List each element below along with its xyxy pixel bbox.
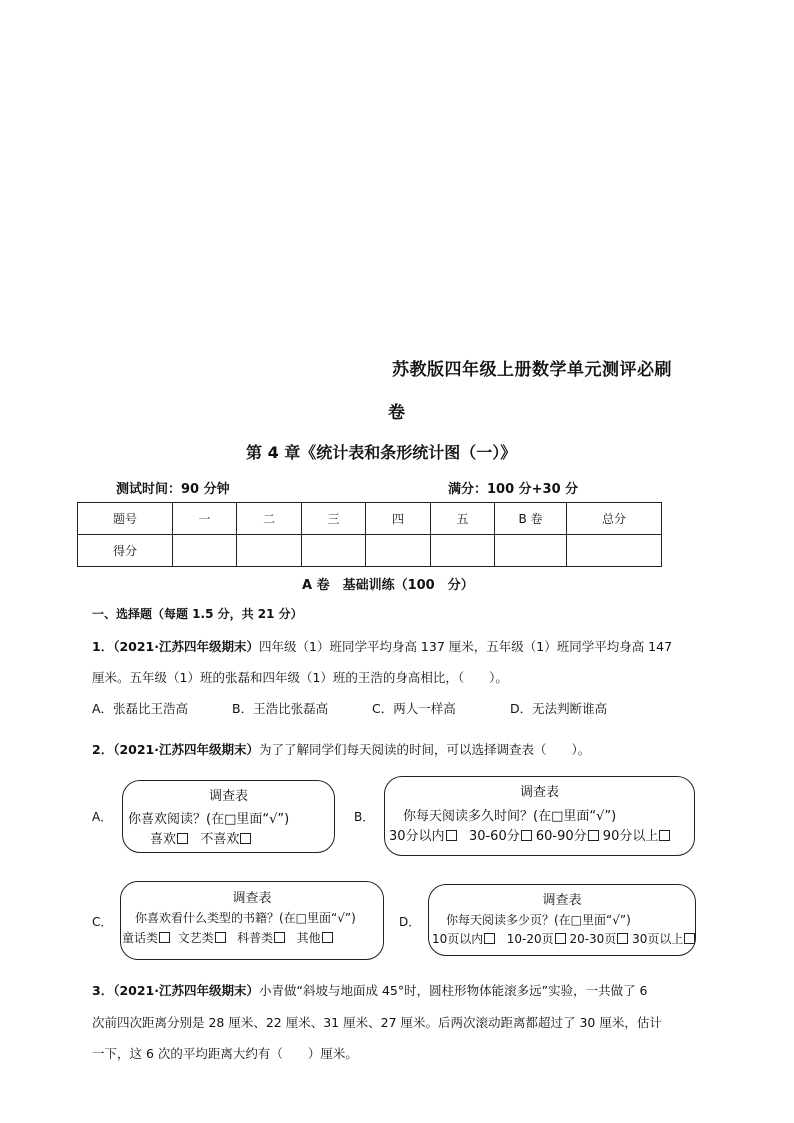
- survey-title: 调查表: [208, 789, 248, 804]
- table-header-cell: 总分: [567, 503, 662, 535]
- survey-option: 科普类: [237, 931, 274, 945]
- option-a-label[interactable]: A．: [92, 810, 113, 824]
- checkbox-icon[interactable]: [521, 830, 532, 841]
- checkbox-icon[interactable]: [159, 932, 170, 943]
- survey-option: 10-20页: [506, 932, 554, 946]
- checkbox-icon[interactable]: [446, 830, 457, 841]
- doc-title-continued: 卷: [388, 403, 405, 423]
- doc-title: 苏教版四年级上册数学单元测评必刷: [392, 360, 672, 380]
- option-d[interactable]: D．无法判断谁高: [510, 701, 608, 716]
- survey-option: 10页以内: [432, 932, 484, 946]
- survey-option: 其他: [296, 931, 321, 945]
- table-header-cell: 一: [173, 503, 237, 535]
- survey-option: 90分以上: [602, 829, 659, 844]
- survey-card-d[interactable]: [428, 884, 696, 956]
- score-cell[interactable]: [173, 535, 237, 567]
- survey-question: 你喜欢阅读？(在□里面“√”): [128, 812, 290, 827]
- chapter-title: 第 4 章《统计表和条形统计图（一）》: [246, 443, 517, 462]
- option-b[interactable]: B．王浩比张磊高: [232, 701, 329, 716]
- score-cell[interactable]: [237, 535, 302, 567]
- checkbox-icon[interactable]: [274, 932, 285, 943]
- section-1-heading: 一、选择题（每题 1.5 分，共 21 分）: [92, 607, 303, 621]
- question-3-line1: [92, 981, 648, 999]
- table-header-cell: B 卷: [495, 503, 567, 535]
- survey-title: 调查表: [232, 891, 272, 906]
- score-cell[interactable]: [567, 535, 662, 567]
- survey-option: 文艺类: [177, 931, 214, 945]
- checkbox-icon[interactable]: [684, 933, 695, 944]
- survey-question: 你每天阅读多少页？(在□里面“√”): [446, 913, 631, 927]
- question-text: 四年级（1）班同学平均身高 137 厘米，五年级（1）班同学平均身高 147: [259, 639, 673, 654]
- full-score: 满分：100 分+30 分: [448, 482, 579, 497]
- table-row-label: 得分: [78, 535, 173, 567]
- table-header-cell: 题号: [78, 503, 173, 535]
- survey-title: 调查表: [519, 785, 559, 800]
- score-cell[interactable]: [302, 535, 366, 567]
- checkbox-icon[interactable]: [555, 933, 566, 944]
- question-1-line1: [92, 637, 672, 655]
- score-table: [77, 502, 662, 567]
- survey-answers: [389, 825, 670, 844]
- survey-card-c[interactable]: [120, 881, 384, 960]
- score-cell[interactable]: [366, 535, 431, 567]
- survey-option: 30分以内: [389, 829, 445, 844]
- question-number: 2．: [92, 742, 114, 757]
- question-2-line1: [92, 740, 590, 758]
- section-a-heading: A 卷 基础训练（100 分）: [302, 578, 474, 593]
- survey-title: 调查表: [542, 893, 582, 908]
- table-header-cell: 二: [237, 503, 302, 535]
- checkbox-icon[interactable]: [484, 933, 495, 944]
- survey-answers: [122, 929, 333, 946]
- question-source: （2021·江苏四年级期末）: [113, 639, 259, 654]
- test-time: 测试时间：90 分钟: [116, 482, 230, 497]
- question-text: 为了了解同学们每天阅读的时间，可以选择调查表（ ）。: [259, 742, 591, 757]
- checkbox-icon[interactable]: [659, 830, 670, 841]
- checkbox-icon[interactable]: [588, 830, 599, 841]
- question-1-line2: 厘米。五年级（1）班的张磊和四年级（1）班的王浩的身高相比，（ ）。: [92, 670, 508, 685]
- option-b-label[interactable]: B．: [354, 810, 375, 824]
- survey-card-a[interactable]: [122, 780, 335, 853]
- question-source: （2021·江苏四年级期末）: [113, 742, 259, 757]
- survey-question: 你喜欢看什么类型的书籍？(在□里面“√”): [135, 911, 356, 925]
- checkbox-icon[interactable]: [215, 932, 226, 943]
- score-cell[interactable]: [495, 535, 567, 567]
- survey-card-b[interactable]: [384, 776, 695, 856]
- survey-option: 童话类: [122, 931, 159, 945]
- score-cell[interactable]: [431, 535, 495, 567]
- survey-option: 不喜欢: [200, 832, 240, 847]
- survey-question: 你每天阅读多久时间？(在□里面“√”): [403, 809, 617, 824]
- question-number: 3．: [92, 983, 114, 998]
- checkbox-icon[interactable]: [617, 933, 628, 944]
- survey-option: 喜欢: [150, 832, 177, 847]
- option-a[interactable]: A．张磊比王浩高: [92, 701, 189, 716]
- table-header-cell: 五: [431, 503, 495, 535]
- question-1-options: [92, 699, 607, 717]
- table-header-cell: 三: [302, 503, 366, 535]
- question-number: 1．: [92, 639, 114, 654]
- survey-answers: [432, 930, 695, 947]
- question-text: 小青做“斜坡与地面成 45°时，圆柱形物体能滚多远”实验，一共做了 6: [259, 983, 648, 998]
- score-table-header-row: [78, 503, 662, 535]
- survey-option: 20-30页: [569, 932, 617, 946]
- table-header-cell: 四: [366, 503, 431, 535]
- checkbox-icon[interactable]: [322, 932, 333, 943]
- option-c-label[interactable]: C．: [92, 915, 113, 929]
- option-d-label[interactable]: D．: [399, 915, 421, 929]
- question-source: （2021·江苏四年级期末）: [113, 983, 259, 998]
- survey-answers: [150, 828, 251, 847]
- survey-option: 60-90分: [535, 829, 587, 844]
- option-c[interactable]: C．两人一样高: [372, 701, 456, 716]
- survey-option: 30-60分: [468, 829, 520, 844]
- question-3-line2: 次前四次距离分别是 28 厘米、22 厘米、31 厘米、27 厘米。后两次滚动距离都超过了 30 厘米，估计: [92, 1015, 662, 1030]
- checkbox-icon[interactable]: [177, 833, 188, 844]
- score-table-row: [78, 535, 662, 567]
- survey-option: 30页以上: [632, 932, 684, 946]
- checkbox-icon[interactable]: [240, 833, 251, 844]
- question-3-line3: 一下，这 6 次的平均距离大约有（ ）厘米。: [92, 1046, 358, 1061]
